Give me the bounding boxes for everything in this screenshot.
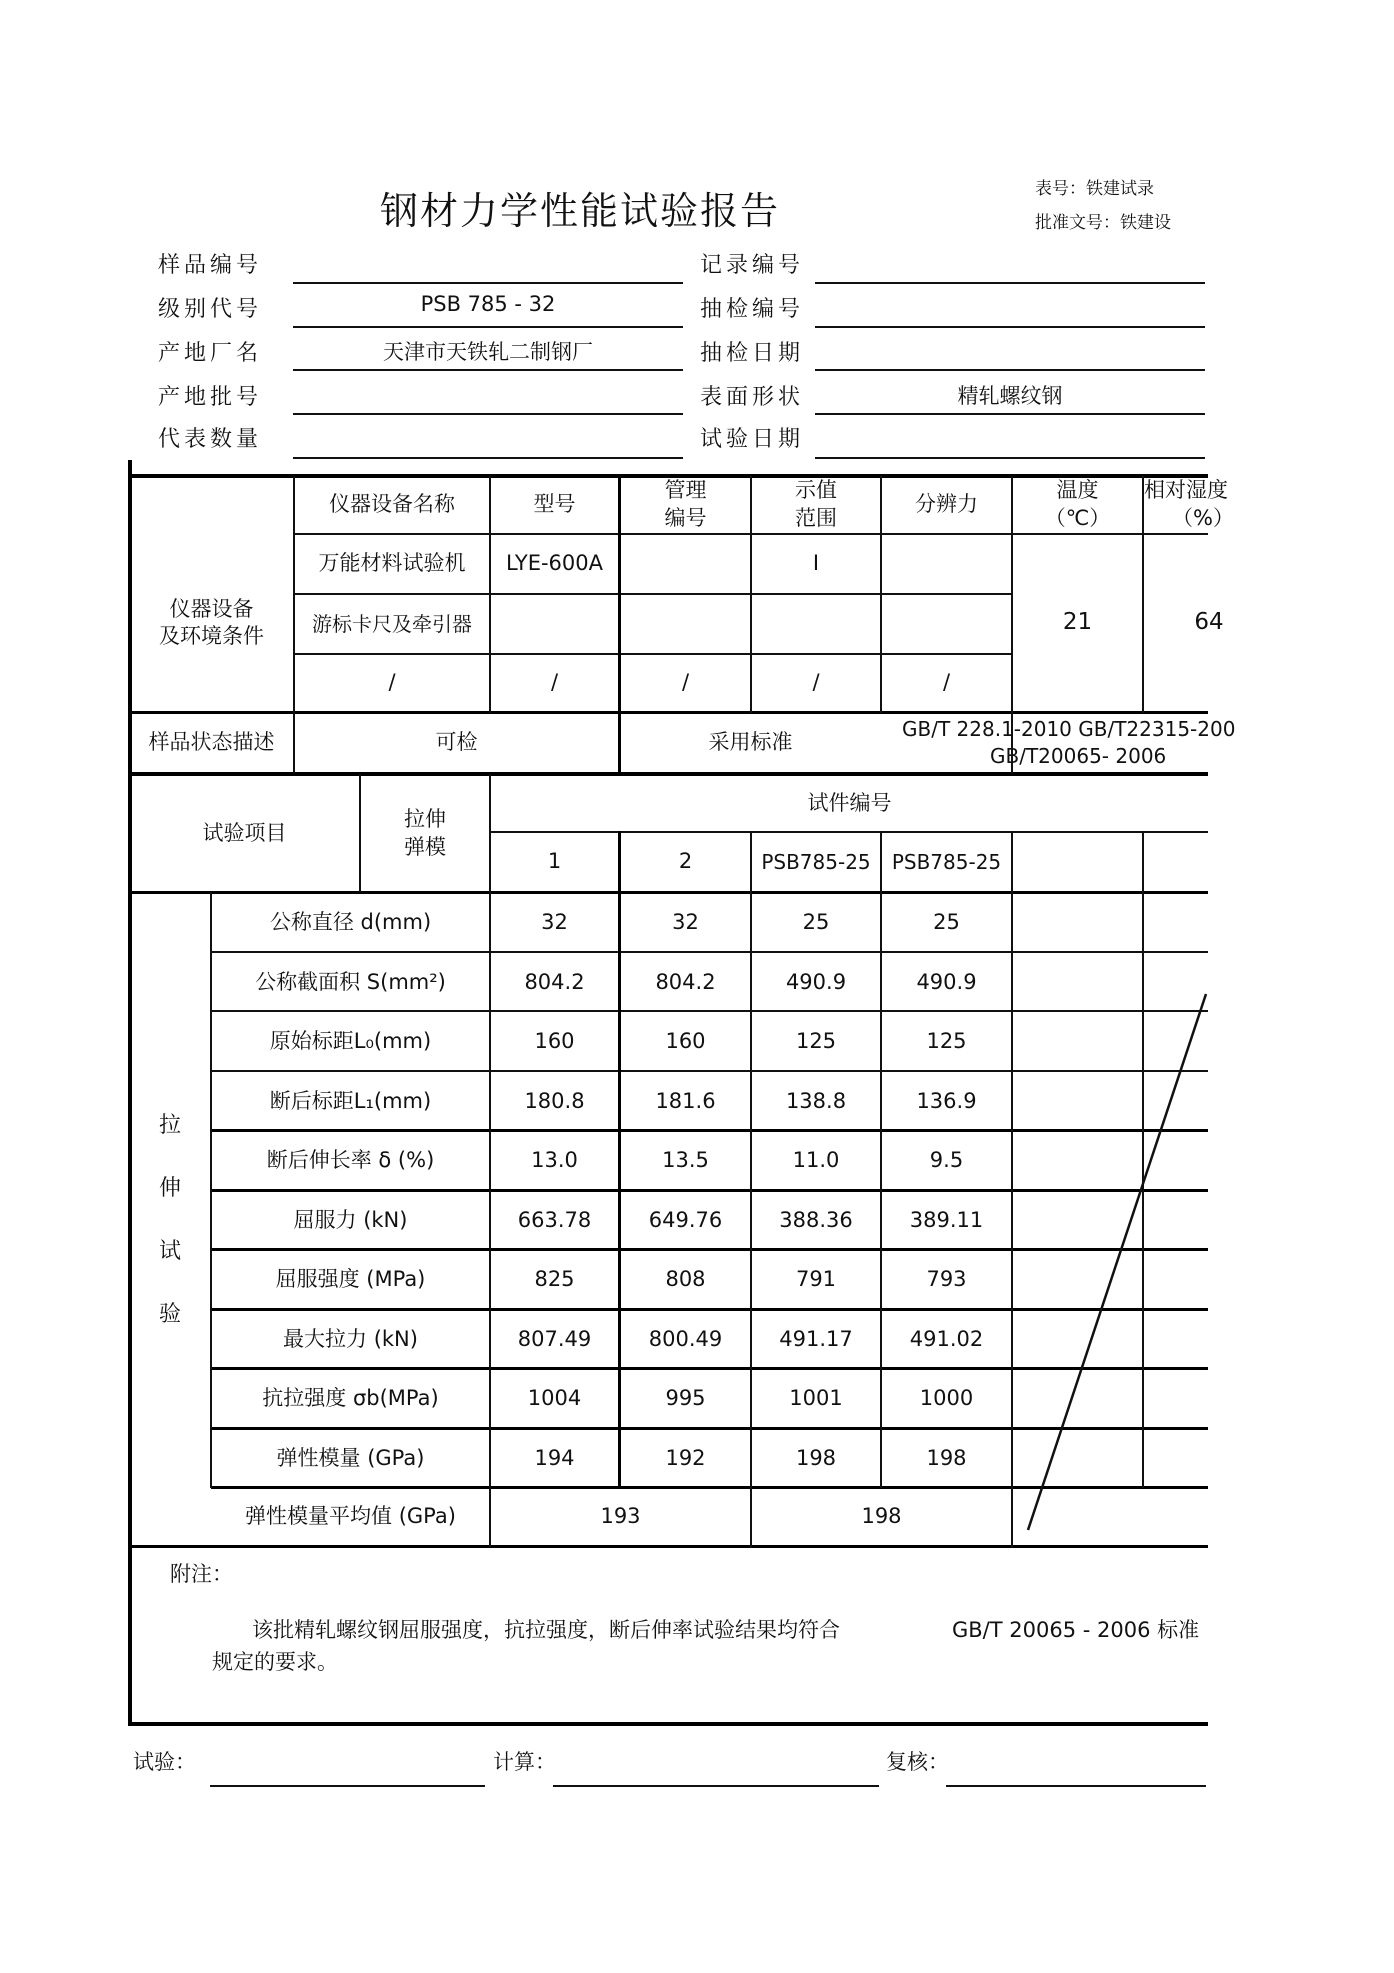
row-value: 194: [534, 1445, 575, 1470]
row-value: 32: [541, 909, 568, 934]
temperature-value: 21: [1062, 609, 1093, 636]
notes-line1: 该批精轧螺纹钢屈服强度，抗拉强度，断后伸率试验结果均符合: [252, 1618, 840, 1642]
underline: [815, 457, 1205, 459]
info-label-quantity: 代表数量: [158, 427, 263, 452]
humidity-value: 64: [1194, 609, 1224, 636]
specimen-id-1: 1: [547, 849, 562, 874]
info-label-surface: 表面形状: [700, 385, 805, 410]
signature-calc-label: 计算：: [493, 1750, 556, 1774]
signature-calc-line[interactable]: [553, 1785, 879, 1787]
underline: [815, 282, 1205, 284]
standard-line1: GB/T 228.1-2010 GB/T22315-200: [902, 717, 1236, 741]
row-value: 13.0: [531, 1147, 578, 1172]
test-item-label: 试验项目: [202, 820, 287, 845]
info-label-manufacturer: 产地厂名: [158, 341, 263, 366]
equipment-row-3-range: /: [812, 670, 820, 695]
row-value: 490.9: [785, 969, 847, 994]
equipment-section-label: [130, 533, 293, 713]
row-value: 663.78: [517, 1207, 592, 1232]
equipment-label-line2: 及环境条件: [159, 624, 264, 648]
row-value: 791: [795, 1266, 837, 1291]
equipment-row-2-name: 游标卡尺及牵引器: [312, 612, 472, 636]
header-equipment-name: 仪器设备名称: [329, 491, 455, 516]
header-humidity-line2: （%）: [1172, 505, 1234, 530]
row-value: 181.6: [655, 1088, 716, 1113]
row-value: 25: [933, 909, 960, 934]
table-border-bottom: [128, 1722, 1208, 1726]
underline: [293, 413, 683, 415]
header-range: [752, 476, 880, 533]
specimen-id-5: [1013, 833, 1142, 891]
specimen-no-label: 试件编号: [807, 790, 892, 815]
row-value: 25: [802, 909, 830, 934]
tensile-test-side-label: [130, 1094, 210, 1346]
sample-state-label: 样品状态描述: [148, 730, 275, 755]
form-number: 表号：铁建试录: [1035, 179, 1154, 199]
row-value: 793: [926, 1266, 967, 1291]
row-value: 825: [534, 1266, 575, 1291]
row-value: 491.02: [909, 1326, 984, 1351]
row-value: 1000: [919, 1385, 974, 1410]
underline: [815, 413, 1205, 415]
equipment-row-3-mgmt: /: [681, 670, 690, 695]
row-value: 804.2: [524, 969, 585, 994]
row-value: 138.8: [785, 1088, 847, 1113]
signature-test-label: 试验：: [133, 1750, 196, 1774]
info-label-test-date: 试验日期: [700, 427, 805, 452]
row-value: 490.9: [916, 969, 977, 994]
row-value: 198: [926, 1445, 967, 1470]
row-label: 断后标距L₁(mm): [269, 1088, 432, 1113]
row-value: 807.49: [517, 1326, 592, 1351]
underline: [293, 326, 683, 328]
header-temp-line1: 温度: [1056, 478, 1099, 503]
side-label-char: 伸: [158, 1176, 181, 1201]
equipment-label-line1: 仪器设备: [169, 596, 254, 621]
row-label: 最大拉力 (kN): [283, 1326, 418, 1351]
info-label-inspection-date: 抽检日期: [700, 341, 805, 366]
signature-review-line[interactable]: [946, 1785, 1206, 1787]
avg-modulus-value-1: 193: [600, 1504, 641, 1529]
row-value: 180.8: [524, 1088, 585, 1113]
side-label-char: 验: [158, 1302, 181, 1327]
specimen-id-2: 2: [678, 849, 693, 874]
header-mgmt-line2: 编号: [664, 505, 707, 530]
standard-value: [884, 714, 1244, 772]
equipment-row-2-range: [752, 595, 880, 653]
side-label-char: 拉: [158, 1113, 181, 1138]
row-value: 808: [665, 1266, 706, 1291]
row-value: 1004: [527, 1385, 582, 1410]
row-label: 公称直径 d(mm): [269, 909, 432, 934]
row-label: 公称截面积 S(mm²): [255, 969, 446, 994]
row-value: 160: [665, 1028, 706, 1053]
row-value: 800.49: [648, 1326, 723, 1351]
info-label-record-no: 记录编号: [700, 253, 805, 278]
header-temperature: [1013, 476, 1142, 533]
specimen-id-6: [1144, 833, 1208, 891]
page-title: 钢材力学性能试验报告: [379, 189, 780, 233]
avg-modulus-value-2: 198: [861, 1504, 902, 1529]
row-value: 136.9: [916, 1088, 977, 1113]
info-label-inspection-no: 抽检编号: [700, 297, 805, 322]
row-label: 断后伸长率 δ (%): [266, 1147, 435, 1172]
equipment-row-3-resolution: /: [942, 670, 951, 695]
sample-state-value: 可检: [435, 730, 478, 755]
row-value: 1001: [789, 1385, 843, 1410]
row-label: 屈服力 (kN): [293, 1207, 408, 1232]
row-value: 649.76: [648, 1207, 723, 1232]
row-label: 屈服强度 (MPa): [275, 1266, 426, 1291]
equipment-row-2-mgmt: [621, 595, 750, 653]
equipment-row-1-resolution: [882, 535, 1011, 593]
row-value: 160: [534, 1028, 575, 1053]
row-value: 995: [665, 1385, 706, 1410]
row-label: 抗拉强度 σb(MPa): [262, 1385, 439, 1410]
notes-line1-standard: GB/T 20065 - 2006 标准: [952, 1618, 1200, 1642]
standard-line2: GB/T20065- 2006: [990, 744, 1167, 768]
row-value: 11.0: [792, 1147, 840, 1172]
approval-number: 批准文号：铁建设: [1035, 213, 1171, 233]
info-label-sample-no: 样品编号: [158, 253, 263, 278]
row-value: 9.5: [929, 1147, 964, 1172]
header-model: 型号: [533, 491, 576, 516]
row-value: 491.17: [779, 1326, 853, 1351]
header-temp-line2: （℃）: [1044, 505, 1111, 530]
standard-label: 采用标准: [708, 730, 793, 755]
info-value-grade: PSB 785 - 32: [420, 292, 556, 316]
diagonal-strike-line: [1010, 980, 1210, 1540]
table-line: [211, 951, 1208, 953]
row-label: 弹性模量 (GPa): [276, 1445, 425, 1470]
underline: [293, 369, 683, 371]
row-value: 13.5: [662, 1147, 709, 1172]
row-value: 192: [665, 1445, 706, 1470]
row-value: 804.2: [655, 969, 716, 994]
tensile-modulus-line1: 拉伸: [404, 807, 446, 832]
header-humidity-line1: 相对湿度: [1144, 478, 1228, 503]
row-value: 198: [795, 1445, 837, 1470]
info-label-grade: 级别代号: [158, 297, 263, 322]
underline: [293, 457, 683, 459]
info-value-surface: 精轧螺纹钢: [957, 384, 1063, 408]
equipment-row-3-name: /: [388, 670, 396, 695]
header-mgmt-no: [621, 476, 750, 533]
underline: [293, 282, 683, 284]
equipment-row-2-model: [491, 595, 618, 653]
header-range-line2: 范围: [795, 505, 837, 530]
tensile-modulus-label: [361, 776, 489, 891]
notes-label: 附注：: [170, 1562, 233, 1586]
header-humidity: [1144, 476, 1260, 533]
row-value: 32: [672, 909, 699, 934]
row-label: 原始标距L₀(mm): [269, 1028, 432, 1053]
notes-line2: 规定的要求。: [212, 1650, 338, 1674]
row-value: 125: [926, 1028, 967, 1053]
info-value-manufacturer: 天津市天铁轧二制钢厂: [383, 340, 593, 364]
header-resolution: 分辨力: [915, 491, 978, 516]
underline: [815, 326, 1205, 328]
specimen-id-4: PSB785-25: [891, 850, 1002, 874]
underline: [815, 369, 1205, 371]
header-mgmt-line1: 管理: [664, 478, 707, 503]
row-value: 389.11: [909, 1207, 984, 1232]
equipment-row-1-model: LYE-600A: [505, 551, 604, 576]
equipment-row-1-name: 万能材料试验机: [318, 551, 466, 576]
header-range-line1: 示值: [795, 478, 837, 503]
side-label-char: 试: [158, 1239, 181, 1264]
specimen-id-3: PSB785-25: [761, 850, 871, 874]
avg-modulus-label: 弹性模量平均值 (GPa): [245, 1504, 456, 1529]
equipment-row-3-model: /: [550, 670, 559, 695]
row-value: 125: [795, 1028, 837, 1053]
tensile-modulus-line2: 弹模: [404, 834, 446, 859]
equipment-row-1-range: I: [812, 551, 820, 576]
info-label-batch: 产地批号: [158, 385, 263, 410]
table-line: [128, 1545, 1208, 1548]
signature-test-line[interactable]: [210, 1785, 485, 1787]
row-value: 388.36: [779, 1207, 853, 1232]
equipment-row-2-resolution: [882, 595, 1011, 653]
signature-review-label: 复核：: [886, 1750, 949, 1774]
equipment-row-1-mgmt: [621, 535, 750, 593]
